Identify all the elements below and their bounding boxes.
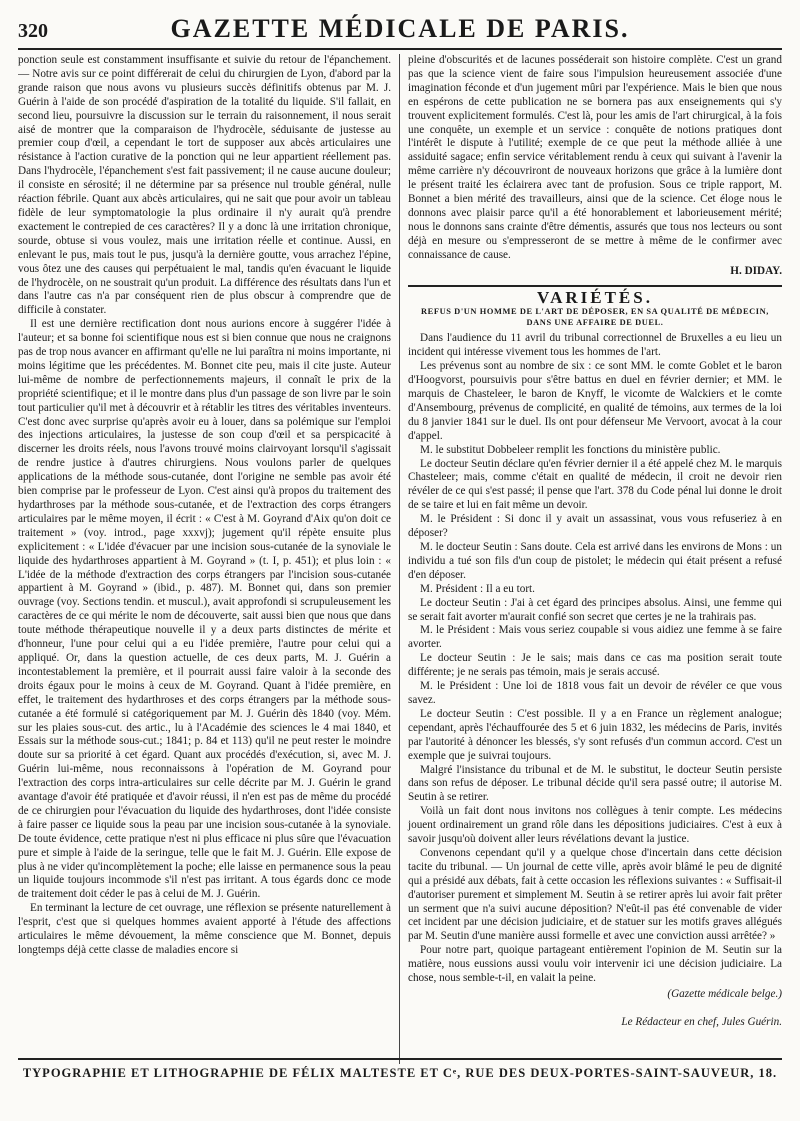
varietes-paragraph: Convenons cependant qu'il y a quelque chose d'incertain dans cette décision tacite du tribunal. — Un journal de cette ville, après avoir blâmé le peu de dignité qui a présidé aux débats, fait à cette occasion les réflexions suivantes : « Suffisait-il d'autoriser purement et simplement M. Seutin à se retirer après lui avoir fait prêter un serment que n'a suivi aucune déposition? N'eût-il pas été convenable de vider cet incident par une décision judiciaire, et de statuer sur les motifs graves allégués par M. Seutin d'une manière aussi formelle et avec une conviction aussi arrêtée? »	[408, 846, 782, 943]
varietes-paragraph: M. le Président : Mais vous seriez coupable si vous aidiez une femme à se faire avorter.	[408, 624, 782, 651]
varietes-paragraph: Voilà un fait dont nous invitons nos collègues à tenir compte. Les médecins jouent ordinairement un grand rôle dans les dépositions judiciaires. C'est à eux à savoir jusqu'où doivent aller leurs révélations devant la justice.	[408, 805, 782, 846]
varietes-paragraph: Dans l'audience du 11 avril du tribunal correctionnel de Bruxelles a eu lieu un incident qui intéresse vivement tous les hommes de l'art.	[408, 332, 782, 359]
editor-signature: Le Rédacteur en chef, Jules Guérin.	[621, 1015, 782, 1028]
section-title: VARIÉTÉS.	[537, 287, 653, 307]
publication-title: GAZETTE MÉDICALE DE PARIS.	[170, 14, 630, 43]
varietes-paragraph: M. le Président : Si donc il y avait un assassinat, vous vous refuseriez à en déposer?	[408, 513, 782, 540]
author-signature: H. DIDAY.	[730, 264, 782, 277]
printer-imprint: TYPOGRAPHIE ET LITHOGRAPHIE DE FÉLIX MALTESTE ET Cᵉ, RUE DES DEUX-PORTES-SAINT-SAUVEUR, 18.	[18, 1058, 782, 1081]
article-columns	[18, 54, 782, 1064]
source-citation: (Gazette médicale belge.)	[667, 988, 782, 1000]
page-number: 320	[18, 20, 48, 42]
varietes-paragraph: Le docteur Seutin : C'est possible. Il y a en France un règlement analogue; cependant, après l'échauffourée des 5 et 6 juin 1832, les médecins de Paris, invités par l'autorité à dénoncer les blessés, s'y sont refusés d'un commun accord. C'est un exemple que je suivrai toujours.	[408, 707, 782, 762]
varietes-paragraph: M. le docteur Seutin : Sans doute. Cela est arrivé dans les environs de Mons : un individu a tué son fils d'un coup de pistolet; le médecin qui était présent a refusé d'en déposer.	[408, 541, 782, 581]
varietes-paragraph: Malgré l'insistance du tribunal et de M. le substitut, le docteur Seutin persiste dans son refus de déposer. Le tribunal décide qu'il sera passé outre; il autorise M. Seutin à se retirer.	[408, 763, 782, 804]
right-paragraph: pleine d'obscurités et de lacunes posséderait son histoire complète. C'est un grand pas que la science vient de faire sous l'impulsion heureusement associée d'une imagination féconde et d'un jugement mûri par l'expérience. Mais le bien que nous en espérons de cette publication ne se bornera pas aux enseignements qui s'y trouvent explicitement formulés. C'est là, pour les amis de l'art chirurgical, à la fois une conquête, un exemple et un service : conquête de notions pratiques dont l'intérêt le dispute à l'utilité; exemple de ce que peut la méthode alliée à une assiduité sagace; enfin service véritablement rendu à ceux qui suivant à l'avenir la même carrière n'y découvriront de nouveaux horizons que grâce à la lumière dont le présent traité les éclairera avec tant de profusion. Sous ce triple rapport, M. Bonnet a bien mérité des travailleurs, ainsi que de la science. Cet éloge nous le donnons avec plaisir parce qu'il a été honorablement et laborieusement mérité; nous le donnons sans crainte d'être démentis, assurés que tous nos lecteurs ou sont déjà en mesure ou s'empresseront de se mettre à même de le confirmer avec connaissance de cause.	[408, 54, 782, 261]
left-paragraph: En terminant la lecture de cet ouvrage, une réflexion se présente naturellement à l'esprit, c'est que si quelques hommes avaient apporté à l'étude des affections articulaires le même dévouement, la même conscience que M. Bonnet, depuis longtemps déjà cette classe de maladies encore si	[18, 902, 391, 956]
varietes-paragraph: Le docteur Seutin : J'ai à cet égard des principes absolus. Ainsi, une femme qui se serait fait avorter m'aurait confié son secret que certes je ne la trahirais pas.	[408, 596, 782, 623]
varietes-paragraph: Pour notre part, quoique partageant entièrement l'opinion de M. Seutin sur la matière, nous eussions aussi voulu voir intervenir ici une décision judiciaire. La chose, nous semble-t-il, en valait la peine.	[408, 944, 782, 985]
varietes-paragraph: Le docteur Seutin déclare qu'en février dernier il a été appelé chez M. le marquis Chasteleer; mais, comme c'était en qualité de médecin, il croit ne devoir rien révéler de ce qui s'est passé; il pense que l'art. 378 du Code pénal lui donne le droit de se taire et lui en fait même un devoir.	[408, 457, 782, 512]
section-divider	[408, 285, 782, 287]
varietes-paragraph: M. Président : Il a eu tort.	[420, 582, 535, 595]
article-subheading: REFUS D'UN HOMME DE L'ART DE DÉPOSER, EN SA QUALITÉ DE MÉDECIN, DANS UNE AFFAIRE DE DUEL.	[421, 307, 769, 328]
left-paragraph: ponction seule est constamment insuffisante et suivie du retour de l'épanchement. — Notre avis sur ce point différerait de celui du chirurgien de Lyon, d'abord par la grande raison que nous avons vu plusieurs succès définitifs obtenus par M. J. Guérin à l'aide de son procédé d'aspiration de la totalité du liquide. S'il fallait, en second lieu, poursuivre la discussion sur le terrain du raisonnement, il nous serait aisé de montrer que la comparaison de l'hydrocèle, séduisante de justesse au premier coup d'œil, a cependant le tort de supposer aux abcès articulaires une résistance à l'action curative de la ponction qui ne leur appartient réellement pas. Dans l'hydrocèle, l'épanchement s'est fait passivement; il ne cause aucune douleur; il consiste en sérosité; il ne détermine par sa présence nul trouble général, nulle réaction fébrile. Quant aux abcès articulaires, qui ne sait que pour avoir un tableau fidèle de leur symptomatologie la plus ordinaire il n'y aurait qu'à prendre exactement le contrepied de ces caractères? Il y a donc là une irritation chronique, sourde, obtuse si vous voulez, mais une irritation réelle et continue. Aussi, en enlevant le pus, mais tout le pus, jusqu'à la dernière goutte, vous arrachez l'épine, vous ôtez une des causes qui perpétuaient le mal, tandis qu'en évacuant le liquide de l'hydrocèle, on ne soustrait qu'un produit. La différence des résultats dans l'un et dans l'autre cas n'a par conséquent rien de plus obscur à comprendre que de difficile à constater.	[18, 54, 391, 317]
masthead	[18, 14, 782, 50]
varietes-paragraph: Les prévenus sont au nombre de six : ce sont MM. le comte Goblet et le baron d'Hoogvorst, poursuivis pour s'être battus en duel en février dernier; et MM. le marquis de Chasteleer, le baron de Knyff, le vicomte de Walckiers et le comte d'Ansembourg, prévenus de complicité, en qualité de témoins, aux termes de la loi du 8 janvier 1841 sur le duel. Ils ont pour défenseur Me Vervoort, avocat à la cour d'appel.	[408, 360, 782, 442]
varietes-paragraph: M. le Président : Une loi de 1818 vous fait un devoir de révéler ce que vous savez.	[408, 680, 782, 706]
varietes-paragraph: Le docteur Seutin : Je le sais; mais dans ce cas ma position serait toute différente; je ne serais pas témoin, mais je serais accusé.	[408, 652, 782, 679]
left-column	[18, 54, 400, 1064]
right-column	[400, 54, 782, 1064]
varietes-paragraph: M. le substitut Dobbeleer remplit les fonctions du ministère public.	[420, 443, 721, 456]
left-paragraph: Il est une dernière rectification dont nous aurions encore à suggérer l'idée à l'auteur; et sa bonne foi scientifique nous est si bien connue que nous ne craignons pas de trop nous avancer en affirmant qu'elle ne lui paraîtra ni moins importante, ni moins légitime que les précédentes. M. Bonnet cite peu, mais il cite juste. Auteur lui-même de nombre de perfectionnements majeurs, il connaît le prix de la propriété scientifique; et il le montre dans plus d'un passage de son livre par le soin tout particulier qu'il met à découvrir et à rétablir les titres des véritables inventeurs. C'est donc avec surprise qu'après avoir eu à louer, dans sa polémique sur l'emploi des injections articulaires, la justesse de son coup d'œil et sa perspicacité à discerner les droits réels, nous l'avons trouvé moins clairvoyant lorsqu'il s'agissait de rendre justice à d'autres chirurgiens. Nous voulons parler de quelques applications de la méthode sous-cutanée, dont l'origine ne semble pas avoir été bien comprise par le professeur de Lyon. C'est ainsi qu'à propos du traitement des hydarthroses par la méthode sous-cutanée, et de l'extraction des corps étrangers articulaires par le même moyen, il écrit : « C'est à M. Goyrand d'Aix qu'on doit ce traitement » (voy. introd., page xxxvj); jugement qu'il répète ensuite plus explicitement : « L'idée d'évacuer par une incision sous-cutanée de la synoviale le liquide des hydarthroses appartient à M. Goyrand » (t. I, p. 451); et plus loin : « L'idée de la méthode d'extraction des corps étrangers par l'incision sous-cutanée appartient à M. Goyrand » (ibid., p. 487). M. Bonnet qui, dans son premier ouvrage (voy. Sections tendin. et muscul.), avait approfondi si scrupuleusement les caractères de ce qui mérite le nom de découverte, sait aussi bien que nous que dans toute méthode thérapeutique nouvelle il y a deux parts distinctes de mérite et d'honneur, l'une pour celui qui a eu l'idée première, l'autre pour celui qui a appliqué. Or, dans la question actuelle, de ces deux parts, M. J. Guérin a incontestablement la première, et il pourrait aussi faire valoir à la seconde des droits égaux pour le moins à ceux de M. Goyrand. Quant à l'idée première, en effet, le traitement des hydarthroses et des corps étrangers par la méthode sous-cutanée a été formulé si catégoriquement par M. J. Guérin dès 1840 (voy. Mém. sur les plaies sous-cut. des artic., lu à l'Académie des sciences le 4 mai 1840, et Essais sur la méthode sous-cut.; 1841; p. 84 et 113) qu'il ne peut rester le moindre doute sur sa priorité à cet égard. Quant aux procédés d'exécution, si, avec M. J. Guérin lui-même, nous reconnaissons à l'opération de M. Goyrand pour l'extraction des corps intra-articulaires sur celle décrite par M. J. Guérin le grand avantage d'avoir été pratiquée et d'avoir réussi, il n'en est pas de même du procédé de ce chirurgien pour l'évacuation du liquide des hydarthroses, dont l'idée consiste à faire passer ce liquide sous la peau par une incision sous-cutanée à la synoviale. De toute évidence, cette pratique n'est ni plus efficace ni plus sûre que l'évacuation pure et simple à l'aide de la seringue, telle que le fait M. J. Guérin. Elle expose de plus à ne vider qu'incomplètement la poche; elle laisse en permanence sous la peau un liquide toujours incommode s'il n'est pas irritant. A tous égards donc ce mode de traitement doit céder le pas à celui de M. J. Guérin.	[18, 318, 391, 901]
